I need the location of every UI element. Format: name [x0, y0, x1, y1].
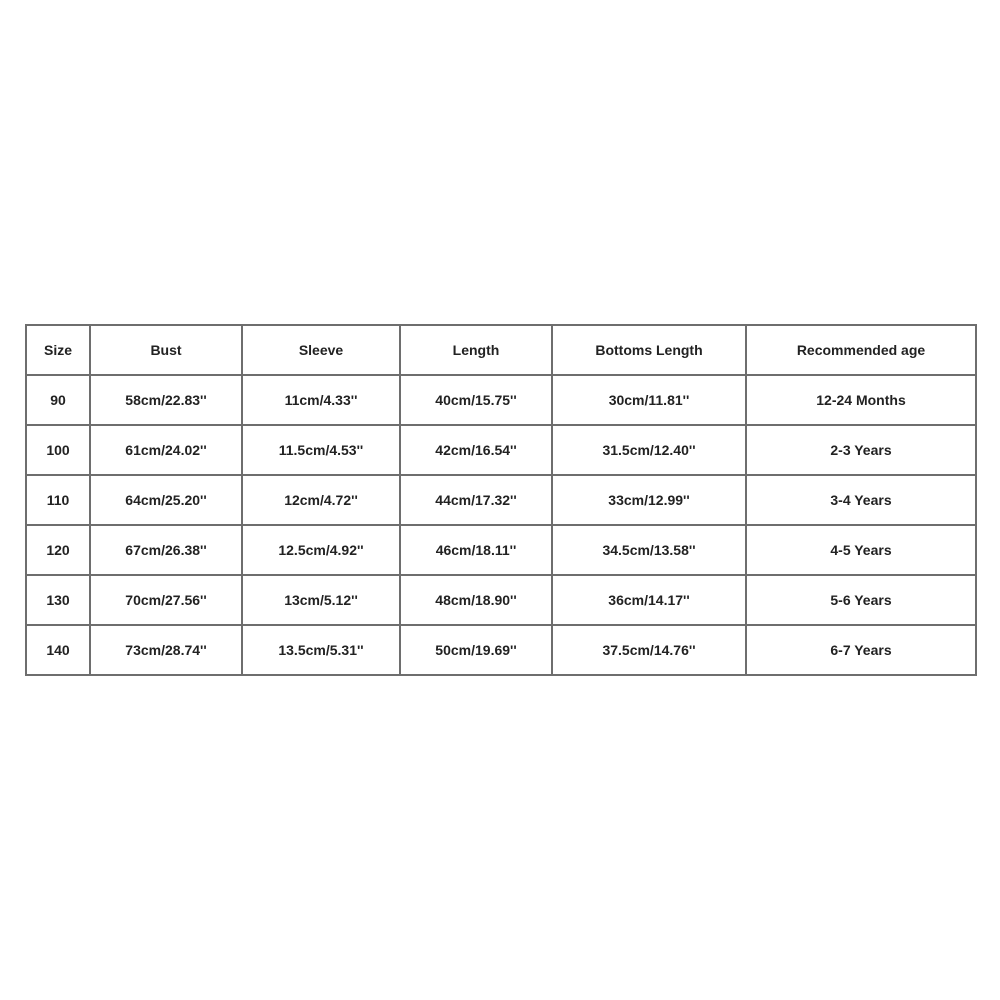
cell-sleeve: 13cm/5.12'': [242, 575, 400, 625]
header-size: Size: [26, 325, 90, 375]
table-row: [26, 625, 976, 675]
cell-bust: 64cm/25.20'': [90, 475, 242, 525]
cell-size: 100: [26, 425, 90, 475]
cell-bust: 67cm/26.38'': [90, 525, 242, 575]
header-sleeve: Sleeve: [242, 325, 400, 375]
cell-bottoms-length: 31.5cm/12.40'': [552, 425, 746, 475]
cell-sleeve: 12.5cm/4.92'': [242, 525, 400, 575]
header-recommended-age: Recommended age: [746, 325, 976, 375]
header-length: Length: [400, 325, 552, 375]
table-row: [26, 425, 976, 475]
cell-length: 50cm/19.69'': [400, 625, 552, 675]
cell-bottoms-length: 36cm/14.17'': [552, 575, 746, 625]
cell-bust: 73cm/28.74'': [90, 625, 242, 675]
cell-bottoms-length: 37.5cm/14.76'': [552, 625, 746, 675]
cell-length: 40cm/15.75'': [400, 375, 552, 425]
cell-length: 44cm/17.32'': [400, 475, 552, 525]
cell-recommended-age: 5-6 Years: [746, 575, 976, 625]
cell-bust: 61cm/24.02'': [90, 425, 242, 475]
table-row: [26, 575, 976, 625]
cell-recommended-age: 12-24 Months: [746, 375, 976, 425]
cell-length: 46cm/18.11'': [400, 525, 552, 575]
header-bust: Bust: [90, 325, 242, 375]
cell-length: 42cm/16.54'': [400, 425, 552, 475]
table-row: [26, 375, 976, 425]
cell-sleeve: 11.5cm/4.53'': [242, 425, 400, 475]
cell-recommended-age: 3-4 Years: [746, 475, 976, 525]
cell-length: 48cm/18.90'': [400, 575, 552, 625]
cell-sleeve: 12cm/4.72'': [242, 475, 400, 525]
cell-sleeve: 13.5cm/5.31'': [242, 625, 400, 675]
cell-recommended-age: 6-7 Years: [746, 625, 976, 675]
cell-size: 140: [26, 625, 90, 675]
cell-bust: 58cm/22.83'': [90, 375, 242, 425]
cell-size: 90: [26, 375, 90, 425]
cell-sleeve: 11cm/4.33'': [242, 375, 400, 425]
cell-size: 130: [26, 575, 90, 625]
cell-bottoms-length: 34.5cm/13.58'': [552, 525, 746, 575]
table-row: [26, 525, 976, 575]
table-row: [26, 475, 976, 525]
cell-bust: 70cm/27.56'': [90, 575, 242, 625]
cell-size: 110: [26, 475, 90, 525]
header-bottoms-length: Bottoms Length: [552, 325, 746, 375]
size-chart-table: [25, 324, 977, 676]
cell-recommended-age: 2-3 Years: [746, 425, 976, 475]
table-header-row: [26, 325, 976, 375]
cell-bottoms-length: 33cm/12.99'': [552, 475, 746, 525]
cell-recommended-age: 4-5 Years: [746, 525, 976, 575]
cell-bottoms-length: 30cm/11.81'': [552, 375, 746, 425]
cell-size: 120: [26, 525, 90, 575]
